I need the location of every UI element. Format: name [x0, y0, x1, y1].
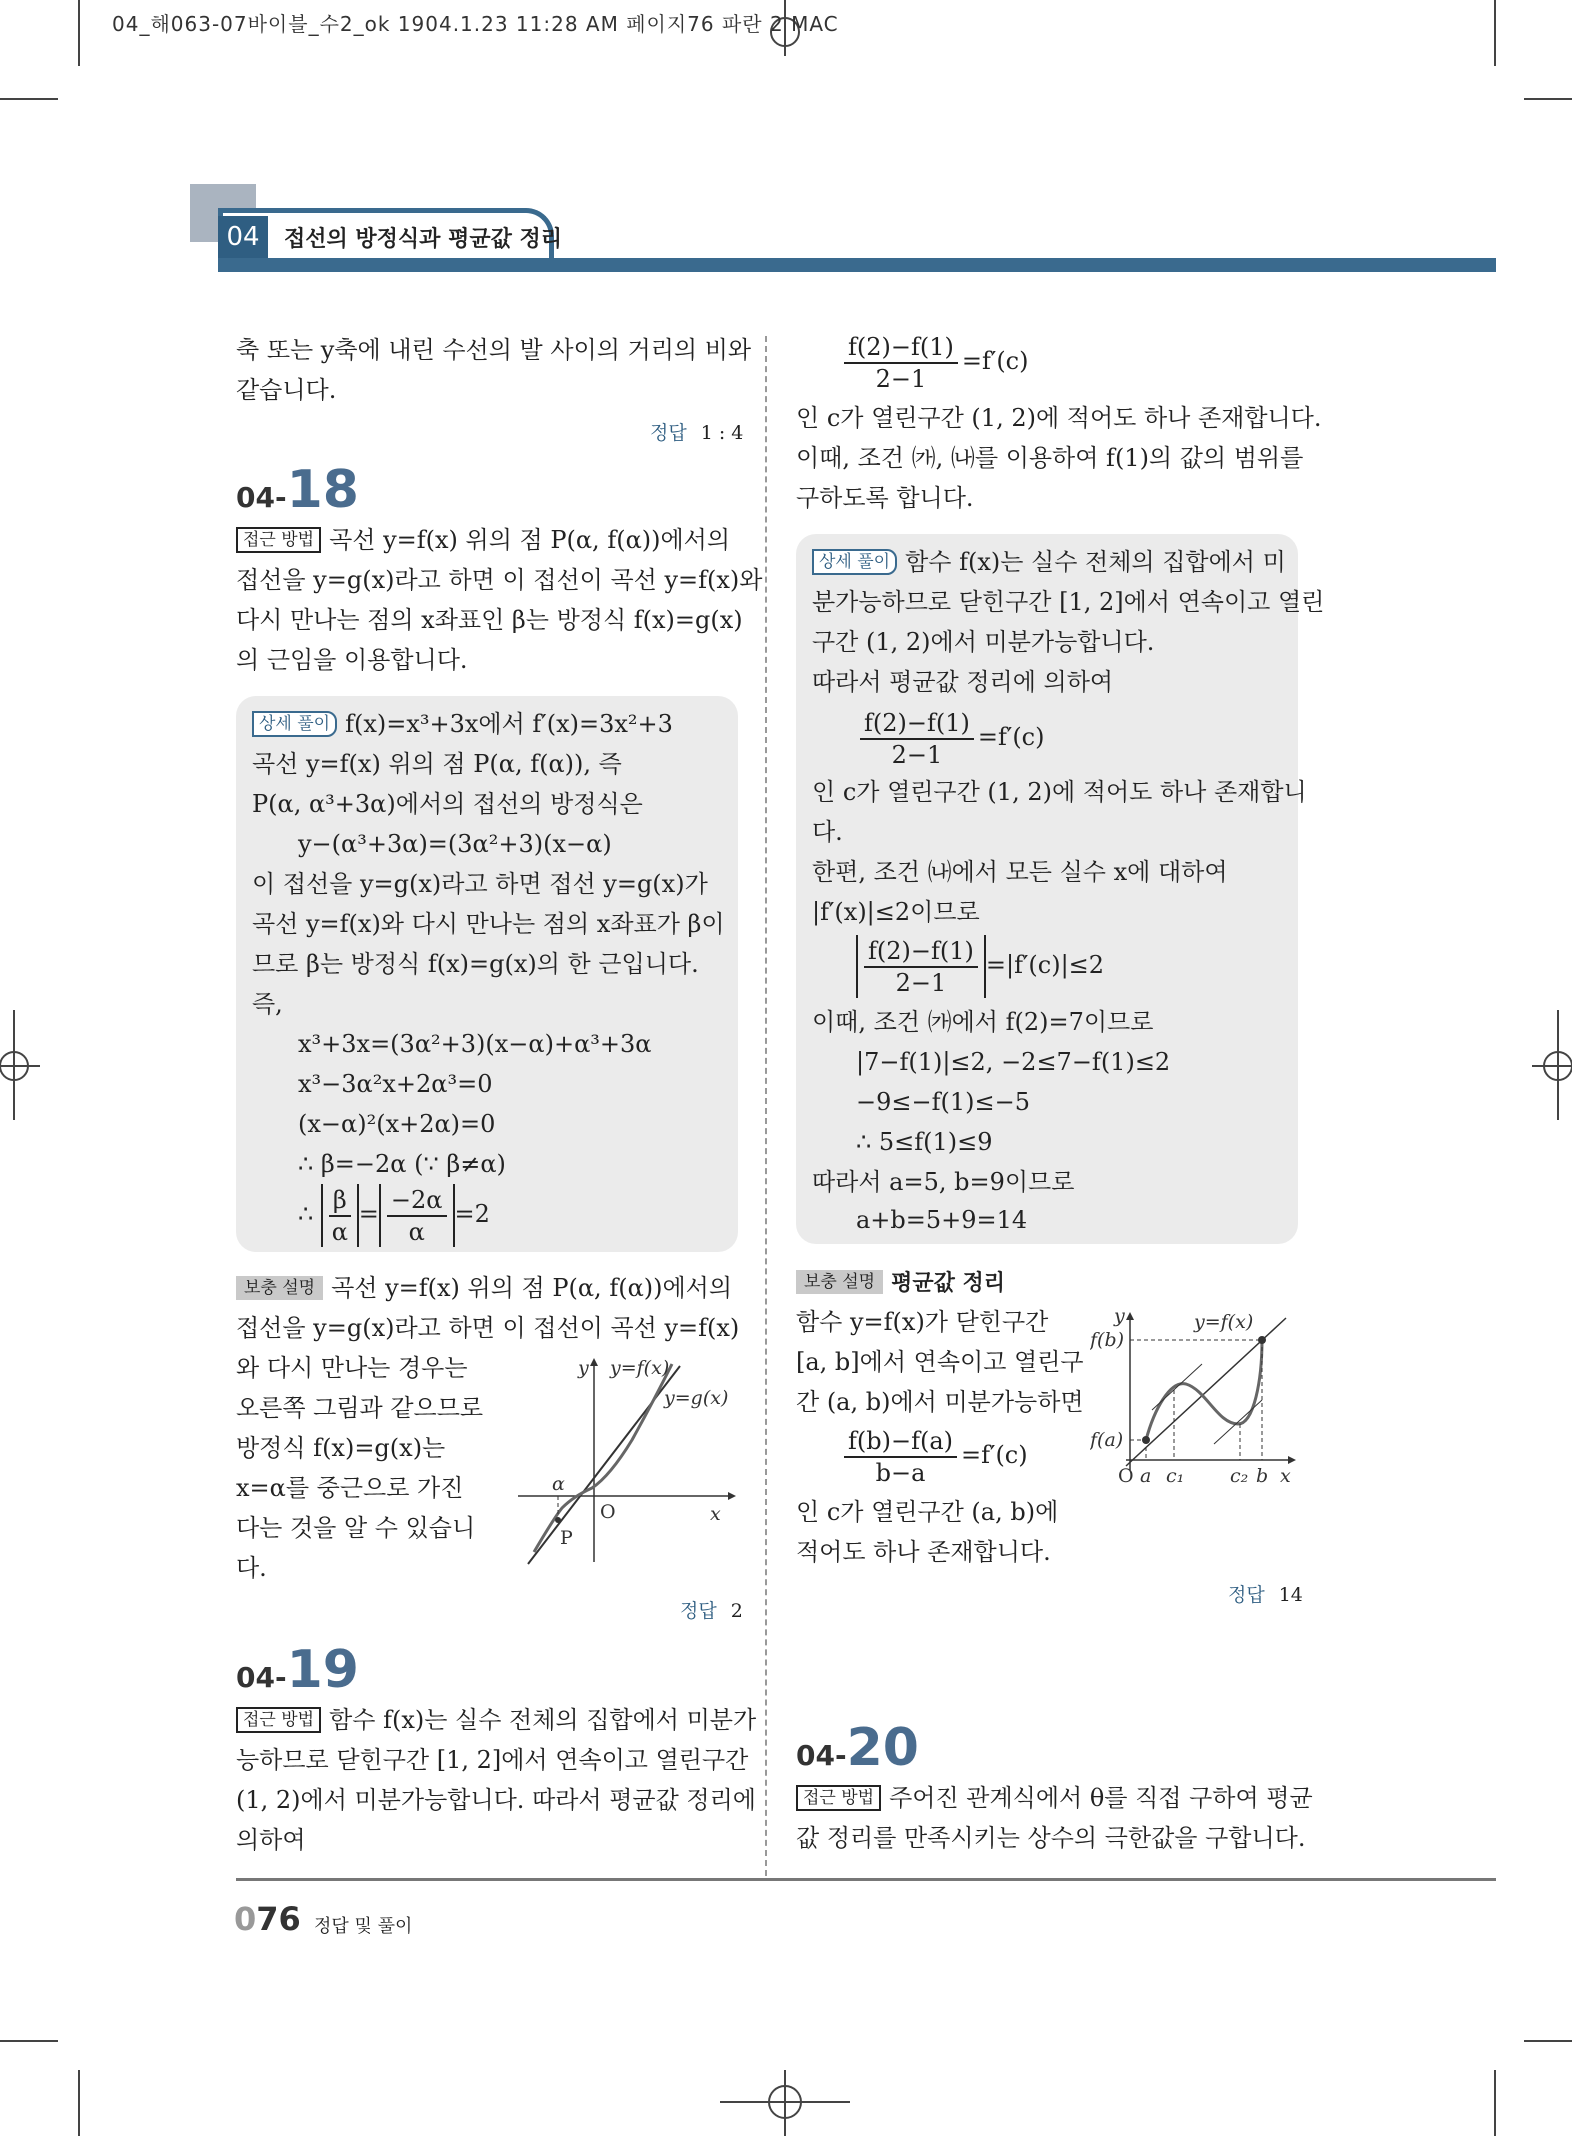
- fraction-num: f(2)−f(1): [864, 936, 978, 968]
- footer-line: [236, 1878, 1496, 1881]
- detail-line: ∴ β=−2α (∵ β≠α): [298, 1150, 506, 1178]
- supp-text: 곡선 y=f(x) 위의 점 P(α, f(α))에서의: [331, 1274, 733, 1302]
- a-label: a: [1140, 1465, 1152, 1487]
- approach-tag: 접근 방법: [236, 1707, 321, 1733]
- approach-tag: 접근 방법: [796, 1785, 881, 1811]
- curve-fx: [534, 1364, 672, 1552]
- supp-line: 와 다시 만나는 경우는: [236, 1354, 468, 1382]
- detail-line: [812, 542, 1286, 582]
- y-label: y: [578, 1357, 589, 1379]
- fraction-rhs: =f′(c): [977, 723, 1045, 751]
- point-p: [555, 1517, 561, 1523]
- fb-label: f(b): [1090, 1329, 1125, 1351]
- c2-label: c₂: [1230, 1465, 1249, 1487]
- supp-line: [a, b]에서 연속이고 열린구: [796, 1348, 1084, 1376]
- detail-line: 분가능하므로 닫힌구간 [1, 2]에서 연속이고 열린: [812, 588, 1325, 616]
- detail-tag: 상세 풀이: [252, 711, 337, 737]
- fraction-num: −2α: [387, 1185, 447, 1217]
- fraction-rhs: =f′(c): [961, 347, 1029, 375]
- mvt-formula: [856, 706, 1044, 770]
- final-equation: [298, 1184, 490, 1247]
- question-num: 20: [846, 1718, 919, 1778]
- crop-mark: [0, 98, 58, 100]
- crop-mark: [1524, 98, 1572, 100]
- fraction-den: b−a: [875, 1458, 926, 1487]
- detail-line: a+b=5+9=14: [856, 1206, 1028, 1234]
- fraction: [329, 1185, 351, 1247]
- detail-text: f(x)=x³+3x에서 f′(x)=3x²+3: [345, 710, 673, 738]
- approach-text: 주어진 관계식에서 θ를 직접 구하여 평균: [889, 1784, 1313, 1812]
- fraction-num: f(2)−f(1): [844, 332, 958, 364]
- gx-label: y=g(x): [664, 1387, 729, 1409]
- answer-prev: [650, 418, 743, 445]
- tangent-c2: [1214, 1400, 1262, 1444]
- detail-line: [252, 704, 673, 744]
- fraction: [864, 936, 978, 998]
- fx-label: y=f(x): [610, 1357, 670, 1379]
- p-label: P: [560, 1527, 573, 1549]
- fraction-den: α: [408, 1217, 425, 1246]
- question-prefix: 04-: [796, 1739, 847, 1772]
- fraction-den: 2−1: [895, 969, 947, 998]
- detail-line: −9≤−f(1)≤−5: [856, 1088, 1030, 1116]
- supp-title: 평균값 정리: [891, 1271, 1006, 1296]
- text-line: 인 c가 열린구간 (1, 2)에 적어도 하나 존재합니다.: [796, 404, 1322, 432]
- detail-line: 이때, 조건 ㈎에서 f(2)=7이므로: [812, 1008, 1154, 1036]
- intro-line: 축 또는 y축에 내린 수선의 발 사이의 거리의 비와: [236, 336, 752, 364]
- supp-line: 오른쪽 그림과 같으므로: [236, 1394, 484, 1422]
- approach-line: 다시 만나는 점의 x좌표인 β는 방정식 f(x)=g(x): [236, 606, 743, 634]
- text-line: 구하도록 합니다.: [796, 484, 974, 512]
- detail-line: 한편, 조건 ㈏에서 모든 실수 x에 대하여: [812, 858, 1228, 886]
- approach-line: [796, 1778, 1313, 1818]
- answer-value: 2: [730, 1600, 743, 1622]
- origin-label: O: [1118, 1465, 1134, 1487]
- detail-line: x³+3x=(3α²+3)(x−α)+α³+3α: [298, 1030, 652, 1058]
- fraction-den: 2−1: [875, 364, 927, 393]
- answer-label: 정답: [1228, 1584, 1265, 1606]
- chapter-number: 04: [218, 216, 268, 258]
- therefore-symbol: ∴: [298, 1200, 314, 1228]
- crop-mark: [1494, 2070, 1496, 2136]
- approach-line: 값 정리를 만족시키는 상수의 극한값을 구합니다.: [796, 1824, 1306, 1852]
- approach-line: 의하여: [236, 1826, 306, 1854]
- detail-line: (x−α)²(x+2α)=0: [298, 1110, 496, 1138]
- supp-tag: 보충 설명: [796, 1270, 883, 1294]
- detail-line: |7−f(1)|≤2, −2≤7−f(1)≤2: [856, 1048, 1171, 1076]
- detail-line: 따라서 평균값 정리에 의하여: [812, 668, 1114, 696]
- supp-line: [796, 1262, 1005, 1304]
- detail-line: 이 접선을 y=g(x)라고 하면 접선 y=g(x)가: [252, 870, 708, 898]
- registration-mark: [1532, 1010, 1572, 1120]
- footer-label: 정답 및 풀이: [314, 1916, 413, 1937]
- approach-line: 능하므로 닫힌구간 [1, 2]에서 연속이고 열린구간: [236, 1746, 749, 1774]
- answer-label: 정답: [680, 1600, 717, 1622]
- supp-line: 다는 것을 알 수 있습니: [236, 1514, 476, 1542]
- answer-19: [1228, 1580, 1303, 1607]
- approach-line: (1, 2)에서 미분가능합니다. 따라서 평균값 정리에: [236, 1786, 756, 1814]
- fraction-num: β: [329, 1185, 351, 1217]
- detail-line: x³−3α²x+2α³=0: [298, 1070, 493, 1098]
- question-num: 18: [286, 460, 359, 520]
- approach-line: 의 근임을 이용합니다.: [236, 646, 468, 674]
- point-a: [1142, 1436, 1150, 1444]
- abs-formula: [856, 934, 1104, 998]
- detail-line: 즉,: [252, 990, 283, 1018]
- registration-mark: [720, 2070, 850, 2136]
- detail-line: 곡선 y=f(x)와 다시 만나는 점의 x좌표가 β이: [252, 910, 725, 938]
- approach-line: [236, 520, 730, 560]
- fraction-num: f(b)−f(a): [844, 1426, 957, 1458]
- origin-label: O: [600, 1501, 616, 1523]
- tangent-graph: [514, 1352, 750, 1568]
- fx-label: y=f(x): [1194, 1311, 1254, 1333]
- alpha-label: α: [552, 1473, 565, 1495]
- point-b: [1258, 1336, 1266, 1344]
- y-label: y: [1114, 1305, 1125, 1327]
- answer-label: 정답: [650, 422, 687, 444]
- question-num: 19: [286, 1640, 359, 1700]
- curve-fx: [1146, 1340, 1262, 1440]
- supp-line: x=α를 중근으로 가진: [236, 1474, 464, 1502]
- supp-line: 간 (a, b)에서 미분가능하면: [796, 1388, 1084, 1416]
- b-label: b: [1256, 1465, 1269, 1487]
- c1-label: c₁: [1166, 1465, 1185, 1487]
- detail-line: 므로 β는 방정식 f(x)=g(x)의 한 근입니다.: [252, 950, 699, 978]
- mvt-graph: [1090, 1300, 1300, 1496]
- mvt-formula: [840, 1424, 1028, 1488]
- supp-tag: 보충 설명: [236, 1276, 323, 1300]
- crop-mark: [1494, 0, 1496, 66]
- column-divider: [765, 336, 767, 1876]
- header-bar: [218, 258, 1496, 272]
- print-slug: 04_해063-07바이블_수2_ok 1904.1.23 11:28 AM 페이지76 파란 2 MAC: [112, 12, 839, 36]
- detail-line: ∴ 5≤f(1)≤9: [856, 1128, 993, 1156]
- approach-tag: 접근 방법: [236, 527, 321, 553]
- detail-line: 곡선 y=f(x) 위의 점 P(α, f(α)), 즉: [252, 750, 622, 778]
- question-prefix: 04-: [236, 481, 287, 514]
- supp-line: 다.: [236, 1554, 267, 1582]
- registration-mark: [0, 1010, 40, 1120]
- detail-line: 따라서 a=5, b=9이므로: [812, 1168, 1075, 1196]
- fraction-den: α: [331, 1217, 348, 1246]
- answer-value: 1 : 4: [700, 422, 744, 444]
- page-zero: 0: [234, 1900, 257, 1938]
- x-label: x: [1280, 1465, 1291, 1487]
- crop-mark: [78, 2070, 80, 2136]
- supp-line: 방정식 f(x)=g(x)는: [236, 1434, 446, 1462]
- text-line: 이때, 조건 ㈎, ㈏를 이용하여 f(1)의 값의 범위를: [796, 444, 1304, 472]
- detail-line: 인 c가 열린구간 (1, 2)에 적어도 하나 존재합니: [812, 778, 1307, 806]
- detail-line: 다.: [812, 818, 843, 846]
- answer-18: [680, 1596, 743, 1623]
- question-number-18: [236, 460, 359, 520]
- detail-line: y−(α³+3α)=(3α²+3)(x−α): [298, 830, 612, 858]
- fraction: [860, 708, 974, 770]
- fraction-rhs: =|f′(c)|≤2: [985, 951, 1105, 979]
- answer-value: 14: [1278, 1584, 1303, 1606]
- intro-line: 같습니다.: [236, 376, 337, 404]
- supp-line: [236, 1268, 732, 1308]
- fraction-num: f(2)−f(1): [860, 708, 974, 740]
- detail-text: 함수 f(x)는 실수 전체의 집합에서 미: [905, 548, 1286, 576]
- approach-line: [236, 1700, 756, 1740]
- approach-text: 곡선 y=f(x) 위의 점 P(α, f(α))에서의: [329, 526, 731, 554]
- approach-text: 함수 f(x)는 실수 전체의 집합에서 미분가: [329, 1706, 757, 1734]
- fraction: [387, 1185, 447, 1247]
- chapter-title: 접선의 방정식과 평균값 정리: [284, 227, 563, 252]
- fraction-rhs: =f′(c): [961, 1441, 1028, 1469]
- fraction: [844, 332, 958, 394]
- x-label: x: [710, 1503, 721, 1525]
- detail-tag: 상세 풀이: [812, 549, 897, 575]
- detail-line: |f′(x)|≤2이므로: [812, 898, 980, 926]
- crop-mark: [0, 2040, 58, 2042]
- crop-mark: [1524, 2040, 1572, 2042]
- question-number-20: [796, 1718, 919, 1778]
- fa-label: f(a): [1090, 1429, 1124, 1451]
- crop-mark: [78, 0, 80, 66]
- equals: =: [358, 1200, 379, 1228]
- mvt-formula: [840, 330, 1028, 394]
- page-digits: 76: [256, 1900, 301, 1938]
- supp-line: 함수 y=f(x)가 닫힌구간: [796, 1308, 1049, 1336]
- supp-line: 접선을 y=g(x)라고 하면 이 접선이 곡선 y=f(x): [236, 1314, 740, 1342]
- fraction-den: 2−1: [891, 740, 943, 769]
- question-number-19: [236, 1640, 359, 1700]
- supp-line: 인 c가 열린구간 (a, b)에: [796, 1498, 1059, 1526]
- question-prefix: 04-: [236, 1661, 287, 1694]
- detail-line: P(α, α³+3α)에서의 접선의 방정식은: [252, 790, 643, 818]
- fraction: [844, 1426, 957, 1488]
- final-result: =2: [454, 1200, 490, 1228]
- detail-line: 구간 (1, 2)에서 미분가능합니다.: [812, 628, 1155, 656]
- page-number: [234, 1900, 301, 1938]
- supp-line: 적어도 하나 존재합니다.: [796, 1538, 1051, 1566]
- approach-line: 접선을 y=g(x)라고 하면 이 접선이 곡선 y=f(x)와: [236, 566, 763, 594]
